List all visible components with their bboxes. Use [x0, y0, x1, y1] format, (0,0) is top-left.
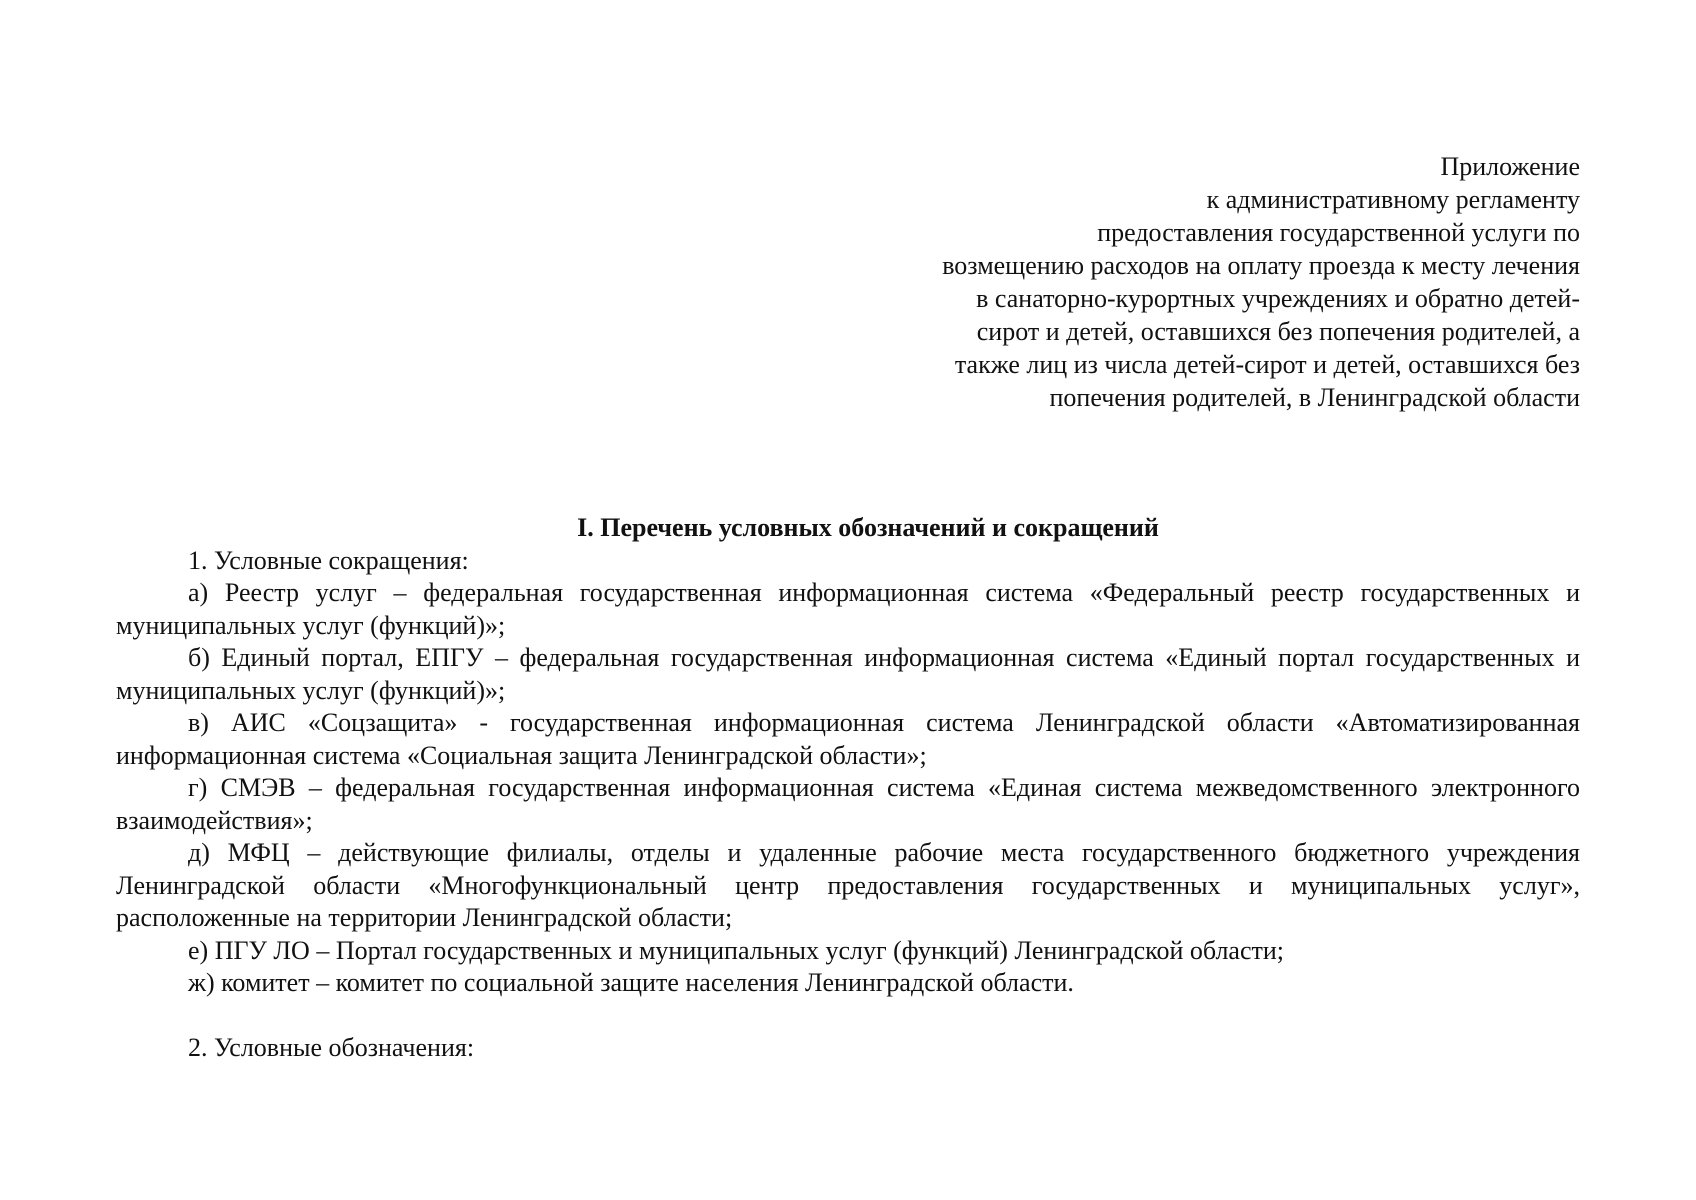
appendix-heading: [820, 150, 1580, 414]
appendix-line: в санаторно-курортных учреждениях и обратно детей-: [976, 284, 1580, 313]
list-item: 1. Условные сокращения:: [188, 545, 469, 575]
section-title: I. Перечень условных обозначений и сокращений: [577, 513, 1159, 542]
appendix-line: также лиц из числа детей-сирот и детей, оставшихся без: [954, 350, 1580, 379]
list-item: е) ПГУ ЛО – Портал государственных и муниципальных услуг (функций) Ленинградской области;: [188, 935, 1285, 965]
list-item: а) Реестр услуг – федеральная государственная информационная система «Федеральный реестр государственных и муниципальных услуг (функций)»;: [116, 578, 1580, 640]
appendix-line: предоставления государственной услуги по: [1097, 218, 1580, 247]
appendix-line: сирот и детей, оставшихся без попечения родителей, а: [976, 317, 1580, 346]
list-item: д) МФЦ – действующие филиалы, отделы и удаленные рабочие места государственного бюджетного учреждения Ленинградской области «Многофункциональный центр предоставления государственных и муниципальных услуг», расположенные на территории Ленинградской области;: [116, 838, 1580, 932]
list-item: ж) комитет – комитет по социальной защите населения Ленинградской области.: [188, 968, 1074, 997]
appendix-line: возмещению расходов на оплату проезда к месту лечения: [942, 251, 1580, 280]
appendix-line: Приложение: [1440, 152, 1580, 181]
appendix-line: попечения родителей, в Ленинградской области: [1049, 383, 1580, 412]
list-item: б) Единый портал, ЕПГУ – федеральная государственная информационная система «Единый портал государственных и муниципальных услуг (функций)»;: [116, 643, 1580, 705]
appendix-line: к административному регламенту: [1206, 185, 1580, 214]
document-body: [116, 512, 1580, 1064]
subheading: 2. Условные обозначения:: [188, 1032, 475, 1062]
list-item: г) СМЭВ – федеральная государственная информационная система «Единая система межведомственного электронного взаимодействия»;: [116, 773, 1580, 835]
list-item: в) АИС «Соцзащита» - государственная информационная система Ленинградской области «Автоматизированная информационная система «Социальная защита Ленинградской области»;: [116, 708, 1580, 770]
paragraph-spacer: [116, 1000, 1580, 1032]
